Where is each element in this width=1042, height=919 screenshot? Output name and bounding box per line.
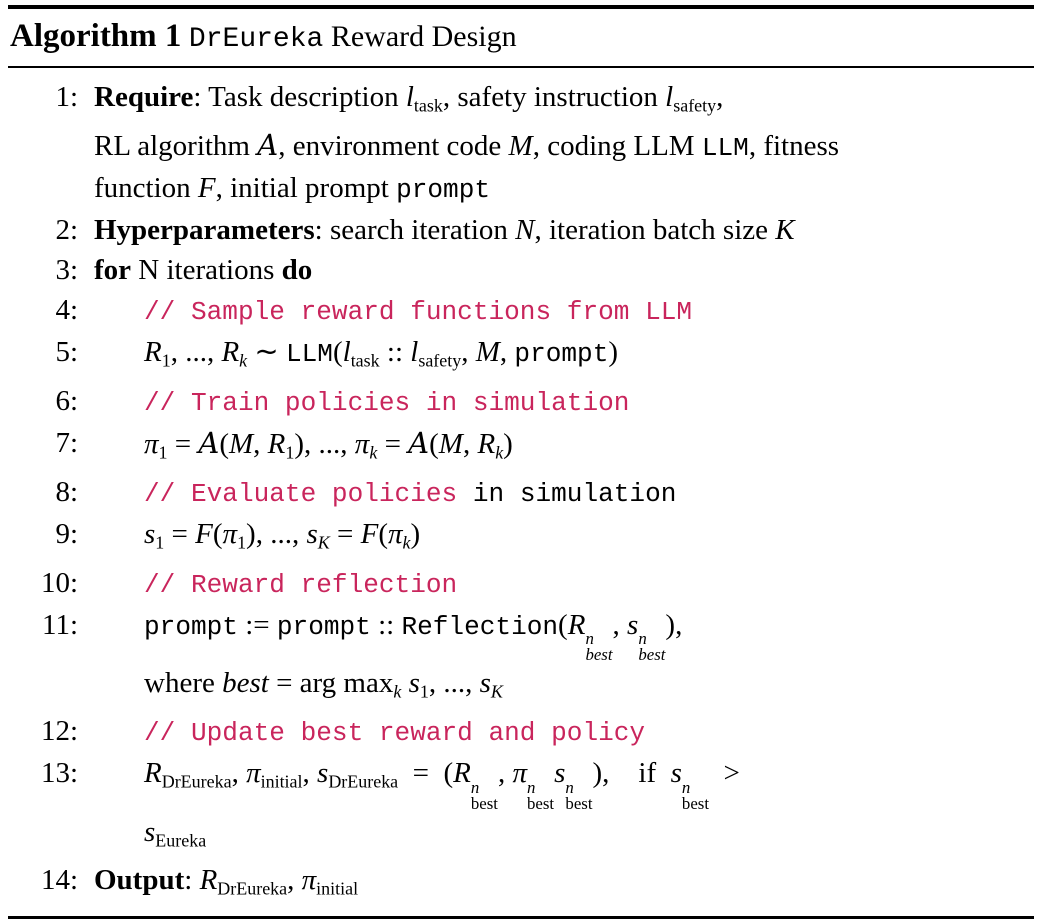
line-content bbox=[78, 753, 740, 811]
subscript: best bbox=[470, 793, 498, 813]
text-segment: do bbox=[281, 254, 313, 287]
text-segment: K bbox=[775, 214, 795, 247]
text-segment: DrEureka bbox=[328, 771, 399, 792]
text-segment: , bbox=[499, 336, 515, 369]
text-segment: l bbox=[410, 336, 419, 369]
superscript: n bbox=[565, 777, 574, 797]
line-number: 9: bbox=[55, 518, 78, 551]
text-segment: , fitness bbox=[748, 130, 840, 163]
text-segment: // Sample reward functions from LLM bbox=[144, 297, 693, 328]
superscript: n bbox=[638, 628, 647, 648]
algorithm-line-row bbox=[8, 711, 1034, 753]
text-segment: A bbox=[408, 425, 430, 460]
text-segment: : search iteration bbox=[314, 214, 516, 247]
text-segment: , ..., bbox=[428, 666, 480, 699]
algorithm-name-mono: DrEureka bbox=[188, 24, 324, 55]
superscript-subscript-stack bbox=[527, 777, 555, 813]
text-segment: M bbox=[438, 427, 463, 460]
line-number bbox=[8, 168, 78, 210]
text-segment: = ( bbox=[398, 757, 454, 790]
text-segment: A bbox=[257, 128, 279, 163]
line-content bbox=[78, 210, 795, 250]
line-content bbox=[78, 711, 645, 753]
text-segment: Eureka bbox=[155, 830, 207, 851]
text-segment: ) bbox=[503, 427, 513, 460]
text-segment: Output bbox=[94, 864, 185, 897]
text-segment: l bbox=[342, 336, 351, 369]
line-number: 8: bbox=[55, 476, 78, 509]
text-segment: task bbox=[350, 350, 380, 371]
text-segment: = bbox=[329, 518, 361, 551]
subscript: best bbox=[585, 644, 613, 664]
superscript: n bbox=[527, 777, 536, 797]
algorithm-line-row bbox=[8, 472, 1034, 514]
text-segment: // Train policies in simulation bbox=[144, 387, 630, 418]
text-segment: , safety instruction bbox=[442, 81, 666, 113]
superscript: n bbox=[470, 777, 480, 797]
line-content bbox=[78, 812, 206, 860]
text-segment: M bbox=[475, 336, 500, 369]
text-segment: prompt bbox=[144, 611, 238, 642]
algorithm-line-row bbox=[8, 77, 1034, 125]
line-number: 3: bbox=[55, 254, 78, 287]
text-segment: K bbox=[317, 532, 330, 553]
text-segment: , bbox=[461, 336, 476, 369]
line-content bbox=[78, 605, 682, 663]
text-segment: π bbox=[246, 757, 261, 790]
line-number: 12: bbox=[40, 715, 78, 748]
line-number bbox=[8, 663, 78, 711]
line-number: 10: bbox=[40, 566, 78, 599]
text-segment: k bbox=[239, 350, 248, 371]
line-content bbox=[78, 168, 490, 210]
text-segment: π bbox=[388, 518, 403, 551]
text-segment: M bbox=[229, 427, 254, 460]
text-segment bbox=[401, 667, 408, 699]
text-segment: , initial prompt bbox=[215, 172, 397, 205]
text-segment: R bbox=[267, 427, 286, 460]
text-segment: R bbox=[144, 757, 162, 790]
text-segment: for bbox=[94, 254, 132, 287]
text-segment: Reflection bbox=[401, 611, 559, 642]
text-segment: safety bbox=[673, 95, 717, 116]
text-segment: π bbox=[301, 864, 317, 897]
text-segment: , bbox=[612, 608, 628, 641]
algorithm-line-row bbox=[8, 563, 1034, 605]
text-segment: , bbox=[716, 81, 724, 113]
text-segment: R bbox=[199, 864, 218, 897]
text-segment: = bbox=[164, 518, 196, 551]
algorithm-line-row bbox=[8, 250, 1034, 290]
text-segment: , bbox=[497, 757, 513, 790]
text-segment: ( bbox=[212, 518, 223, 551]
text-segment: :: bbox=[370, 608, 402, 641]
subscript: best bbox=[638, 644, 666, 664]
text-segment: LLM bbox=[285, 339, 333, 370]
text-segment: : Task description bbox=[193, 81, 406, 113]
subscript: best bbox=[565, 793, 593, 813]
text-segment: ), bbox=[665, 608, 683, 641]
text-segment: = bbox=[377, 427, 409, 460]
text-segment: ( bbox=[558, 608, 568, 641]
text-segment: s bbox=[554, 757, 566, 790]
text-segment: , ..., bbox=[170, 336, 222, 369]
line-number: 2: bbox=[55, 214, 78, 247]
superscript: n bbox=[585, 628, 594, 648]
text-segment: k bbox=[369, 442, 378, 463]
text-segment: π bbox=[222, 518, 238, 551]
line-number: 11: bbox=[42, 608, 78, 641]
text-segment: ( bbox=[429, 427, 439, 460]
text-segment: s bbox=[306, 518, 318, 551]
text-segment: 1 bbox=[285, 442, 295, 463]
text-segment: ), if bbox=[592, 757, 671, 790]
text-segment: A bbox=[198, 425, 220, 460]
text-segment: π bbox=[354, 427, 370, 460]
line-content bbox=[78, 381, 629, 423]
algorithm-line-row bbox=[8, 514, 1034, 562]
algorithm-line-row bbox=[8, 332, 1034, 380]
algorithm-line-row bbox=[8, 210, 1034, 250]
line-number bbox=[8, 812, 78, 860]
text-segment: task bbox=[413, 95, 443, 116]
line-content bbox=[78, 472, 676, 514]
text-segment: s bbox=[144, 518, 156, 551]
line-content bbox=[78, 77, 723, 125]
text-segment: s bbox=[479, 666, 491, 699]
algorithm-body bbox=[8, 68, 1034, 908]
line-content bbox=[78, 423, 513, 472]
text-segment: = bbox=[167, 427, 199, 460]
text-segment: Require bbox=[94, 81, 194, 113]
algorithm-title-label: Algorithm 1 bbox=[10, 18, 182, 54]
text-segment: ) bbox=[410, 518, 421, 551]
text-segment: , bbox=[462, 427, 478, 460]
line-content bbox=[78, 250, 312, 290]
line-number: 1: bbox=[55, 81, 78, 113]
text-segment: initial bbox=[260, 771, 303, 792]
text-segment: ( bbox=[378, 518, 389, 551]
text-segment: best bbox=[222, 666, 269, 699]
text-segment: > bbox=[709, 757, 740, 790]
text-segment: s bbox=[317, 757, 329, 790]
text-segment: R bbox=[453, 757, 471, 790]
text-segment: k bbox=[402, 532, 411, 553]
algorithm-line-row bbox=[8, 663, 1034, 711]
text-segment: 1 bbox=[161, 350, 171, 371]
text-segment: // Reward reflection bbox=[144, 569, 458, 600]
text-segment: , environment code bbox=[278, 130, 509, 163]
text-segment: , coding LLM bbox=[532, 130, 702, 163]
algorithm-line-row bbox=[8, 381, 1034, 423]
line-content bbox=[78, 332, 618, 380]
text-segment: M bbox=[508, 130, 533, 163]
text-segment: initial bbox=[316, 878, 359, 899]
text-segment: F bbox=[195, 518, 213, 551]
line-number: 7: bbox=[55, 426, 78, 459]
line-number bbox=[8, 125, 78, 168]
text-segment: s bbox=[408, 666, 420, 699]
text-segment: s bbox=[144, 815, 156, 848]
text-segment: Hyperparameters bbox=[94, 214, 315, 247]
text-segment: l bbox=[665, 81, 674, 113]
text-segment: where bbox=[144, 666, 223, 699]
text-segment: R bbox=[567, 608, 586, 641]
algorithm-line-row bbox=[8, 860, 1034, 908]
superscript-subscript-stack bbox=[681, 777, 710, 813]
line-content bbox=[78, 514, 420, 562]
algorithm-line-row bbox=[8, 812, 1034, 860]
text-segment: RL algorithm bbox=[94, 130, 258, 163]
line-number: 14: bbox=[40, 864, 78, 897]
line-content bbox=[78, 563, 457, 605]
algorithm-line-row bbox=[8, 290, 1034, 332]
text-segment: 1 bbox=[419, 681, 429, 702]
text-segment: ∼ bbox=[247, 336, 286, 369]
line-number: 4: bbox=[55, 294, 78, 327]
text-segment: k bbox=[495, 442, 504, 463]
algorithm-line-row bbox=[8, 125, 1034, 168]
text-segment: N iterations bbox=[131, 254, 282, 287]
text-segment: , iteration batch size bbox=[534, 214, 776, 247]
superscript: n bbox=[681, 777, 691, 797]
line-content bbox=[78, 290, 692, 332]
algorithm-line-row bbox=[8, 423, 1034, 472]
text-segment: F bbox=[360, 518, 379, 551]
text-segment: k bbox=[393, 681, 402, 702]
text-segment: ( bbox=[332, 336, 343, 369]
text-segment: , bbox=[302, 757, 318, 790]
algorithm-line-row bbox=[8, 605, 1034, 663]
text-segment: π bbox=[512, 757, 528, 790]
text-segment: : bbox=[184, 864, 200, 897]
text-segment: = arg max bbox=[268, 666, 394, 699]
text-segment: ( bbox=[219, 427, 229, 460]
line-number: 5: bbox=[55, 336, 78, 369]
text-segment: , bbox=[287, 864, 302, 897]
text-segment: LLM bbox=[701, 133, 749, 164]
text-segment: l bbox=[405, 81, 414, 113]
text-segment: prompt bbox=[396, 175, 491, 206]
text-segment: s bbox=[670, 757, 682, 790]
text-segment: R bbox=[221, 336, 240, 369]
text-segment: // Update best reward and policy bbox=[144, 718, 646, 749]
superscript-subscript-stack bbox=[638, 628, 666, 664]
text-segment: := bbox=[237, 608, 277, 641]
text-segment: K bbox=[490, 681, 503, 702]
text-segment: // Evaluate policies bbox=[144, 479, 458, 510]
text-segment: in simulation bbox=[457, 479, 677, 510]
line-number: 6: bbox=[55, 384, 78, 417]
text-segment: , bbox=[231, 757, 247, 790]
subscript: best bbox=[681, 793, 710, 813]
text-segment: π bbox=[144, 427, 159, 460]
algorithm-title-rest: Reward Design bbox=[330, 20, 517, 53]
text-segment: 1 bbox=[237, 532, 247, 553]
text-segment: 1 bbox=[155, 532, 165, 553]
text-segment: R bbox=[477, 427, 496, 460]
text-segment: F bbox=[197, 172, 216, 205]
algorithm-line-row bbox=[8, 168, 1034, 210]
algorithm-line-row bbox=[8, 753, 1034, 811]
superscript-subscript-stack bbox=[565, 777, 593, 813]
line-content bbox=[78, 125, 839, 168]
algorithm-title bbox=[8, 9, 1034, 66]
superscript-subscript-stack bbox=[470, 777, 498, 813]
text-segment: DrEureka bbox=[217, 878, 288, 899]
superscript-subscript-stack bbox=[585, 628, 613, 664]
text-segment: , bbox=[253, 427, 268, 460]
line-content bbox=[78, 860, 358, 908]
text-segment: N bbox=[515, 214, 535, 247]
line-content bbox=[78, 663, 503, 711]
text-segment: :: bbox=[379, 336, 411, 369]
text-segment: safety bbox=[418, 350, 462, 371]
text-segment: prompt bbox=[514, 339, 609, 370]
text-segment: ), ..., bbox=[246, 518, 307, 551]
text-segment: s bbox=[627, 608, 639, 641]
text-segment: ) bbox=[608, 336, 619, 369]
text-segment: DrEureka bbox=[161, 771, 232, 792]
text-segment: function bbox=[94, 172, 198, 205]
text-segment: R bbox=[144, 336, 162, 369]
line-number: 13: bbox=[40, 757, 78, 790]
text-segment: ), ..., bbox=[294, 427, 355, 460]
text-segment: prompt bbox=[276, 611, 371, 642]
subscript: best bbox=[527, 793, 555, 813]
text-segment: 1 bbox=[158, 442, 168, 463]
